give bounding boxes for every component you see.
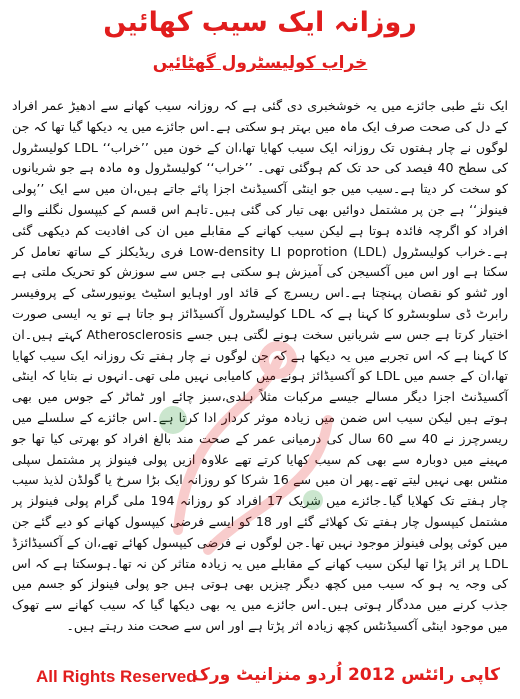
article-paragraph: ایک نئے طبی جائزے میں یہ خوشخبری دی گئی ہے کہ روزانہ سیب کھانے سے ادھیڑ عمر افراد کے دل کی صحت صرف ایک ماہ میں بہتر ہو سکتی ہے۔اس جائزے میں یہ دیکھا گیا تھا کہ جن لوگوں نے چار ہفتوں تک روزانہ ایک سیب کھایا تھا،ان کے خون میں ’’خراب‘‘ LDL کولیسٹرول کی سطح 40 فیصد کی حد تک کم ہوگئی تھی۔ ’’خراب‘‘ کولیسٹرول وہ مادہ ہے جو شریانوں کو سخت کر دیتا ہے۔سیب میں جو اینٹی آکسیڈنٹ اجزا پائے جاتے ہیں،ان میں سے ایک ’’پولی فینولز‘‘ ہے جن پر مشتمل دوائیں بھی تیار کی گئی ہیں۔تاہم اس قسم کے کیپسول نگلنے والے افراد کو اگرچہ فائدہ ہوتا ہے لیکن سیب کھانے کے مقابلے میں ان کی افادیت کم دیکھی گئی ہے۔خراب کولیسٹرول (Low-density LI poprotion (LDL فری ریڈیکلز کے ساتھ تعامل کر سکتا ہے اور اس میں آکسیجن کی آمیزش ہو سکتی ہے جس سے سوزش کو تحریک ملتی ہے اور ٹشو کو نقصان پہنچتا ہے۔اس ریسرچ کے قائد اور اوہایو اسٹیٹ یونیورسٹی کے پروفیسر رابرٹ ڈی سلوبسٹرو کا کہنا ہے کہ LDL کولیسٹرول آکسیڈائز ہو جاتا ہے تو یہ ایسی صورت اختیار کرتا ہے جس سے شریانیں سخت ہونے لگتی ہیں جسے Atherosclerosis کہتے ہیں۔ان کا کہنا ہے کہ اس تجربے میں یہ دیکھا ہے کہ جن لوگوں نے چار ہفتے تک روزانہ ایک سیب کھایا تھا،ان کے جسم میں LDL کو آکسیڈائز ہونے میں کامیابی نہیں ملی تھی۔انہوں نے بتایا کہ اینٹی آکسیڈنٹ اجزا دیگر مسالے جیسے مرکبات مثلاً ہلدی،سبز چائے اور ٹماٹر کے جوس میں بھی ہوتے ہیں لیکن سیب اس ضمن میں زیادہ موثر کردار ادا کرتا ہے۔اس جائزے کے سلسلے میں ریسرچرز نے 40 سے 60 سال کی درمیانی عمر کے صحت مند بالغ افراد کو بھرتی کیا تھا جو مہینے میں دوبارہ سے بھی کم سیب کھایا کرتے تھے علاوہ ازیں پولی فینولز پر مشتمل سپلی منٹس بھی نہیں لیتے تھے۔پھر ان میں سے 16 شرکا کو روزانہ ایک بڑا سرخ یا گولڈن لذیذ سیب چار ہفتے تک کھلایا گیا۔جائزے میں شریک 17 افراد کو روزانہ 194 ملی گرام پولی فینولز پر مشتمل کیپسول چار ہفتے تک کھلائے گئے اور 18 کو ایسے فرضی کیپسول کھانے کو دیے گئے جن میں کوئی پولی فینولز موجود نہیں تھا۔جن لوگوں نے فرضی کیپسول کھائے تھے،ان کے آکسیڈائزڈ LDL پر اثر پڑا تھا لیکن سیب کھانے کے مقابلے میں یہ زیادہ متاثر کن نہ تھا۔ہوسکتا ہے کہ اس کی وجہ یہ ہو کہ سیب میں کچھ دیگر چیزیں بھی ہوتی ہیں جو پولی فینولز کو جسم میں جذب کرنے میں مددگار ہوتی ہیں۔اس جائزے میں یہ بھی دیکھا گیا کہ سیب کھانے سے تھوک میں موجود اینٹی آکسیڈنٹس کچھ زیادہ اثر پڑتا ہے اور اس سے صحت مند رہتے ہیں۔ <box>12 98 509 633</box>
footer-bar <box>0 665 520 693</box>
article-body <box>12 96 508 637</box>
copyright-text: کاپی رائٹس 2012 اُردو منزانیٹ ورک <box>192 665 500 685</box>
article-title: روزانہ ایک سیب کھائیں <box>103 7 417 38</box>
article-subtitle: خراب کولیسٹرول گھٹائیں <box>152 53 368 73</box>
rights-text: All Rights Reserved <box>36 667 197 686</box>
